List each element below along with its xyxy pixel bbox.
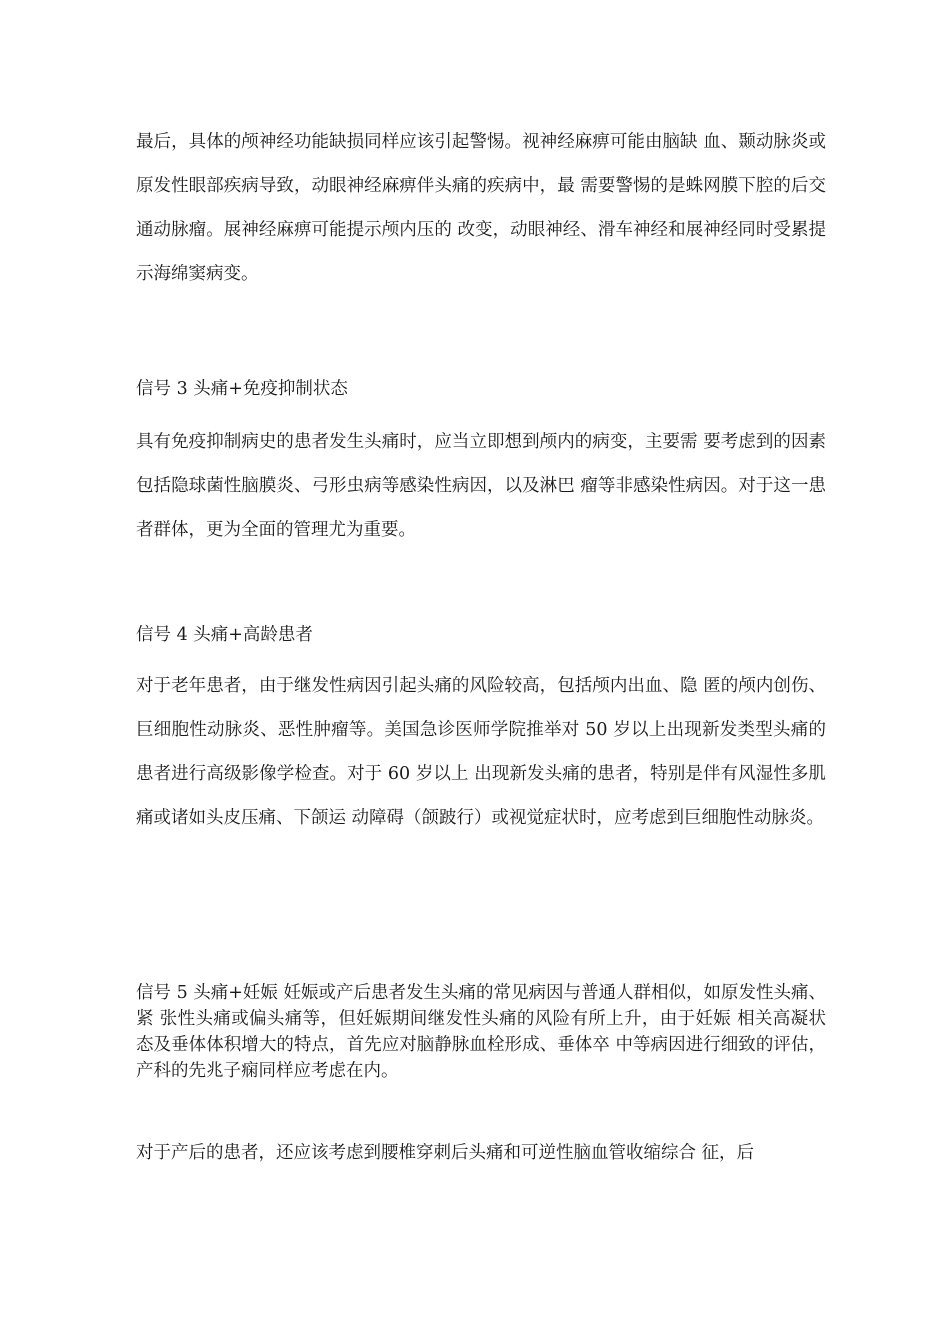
heading-signal-4: 信号 4 头痛+高龄患者 — [136, 625, 313, 645]
paragraph-elderly-patients: 对于老年患者，由于继发性病因引起头痛的风险较高，包括颅内出血、隐 匿的颅内创伤、巨细胞性动脉炎、恶性肿瘤等。美国急诊医师学院推举对 50 岁以上出现新发类型头痛的患者进行高级影像学检查。对于 60 岁以上 出现新发头痛的患者，特别是伴有风湿性多肌痛或诸如头皮压痛、下颌运 动障碍（颌跛行）或视觉症状时，应考虑到巨细胞性动脉炎。 — [136, 676, 826, 828]
paragraph-signal-5-pregnancy: 信号 5 头痛+妊娠 妊娠或产后患者发生头痛的常见病因与普通人群相似，如原发性头痛、紧 张性头痛或偏头痛等，但妊娠期间继发性头痛的风险有所上升，由于妊娠 相关高凝状态及垂体体积增大的特点，首先应对脑静脉血栓形成、垂体卒 中等病因进行细致的评估，产科的先兆子痫同样应考虑在内。 — [136, 983, 826, 1081]
heading-signal-3: 信号 3 头痛+免疫抑制状态 — [136, 379, 348, 399]
paragraph-postpartum: 对于产后的患者，还应该考虑到腰椎穿刺后头痛和可逆性脑血管收缩综合 征，后 — [136, 1143, 755, 1163]
paragraph-cranial-nerve-deficit: 最后，具体的颅神经功能缺损同样应该引起警惕。视神经麻痹可能由脑缺 血、颞动脉炎或原发性眼部疾病导致，动眼神经麻痹伴头痛的疾病中，最 需要警惕的是蛛网膜下腔的后交通动脉瘤。展神经麻痹可能提示颅内压的 改变，动眼神经、滑车神经和展神经同时受累提示海绵窦病变。 — [136, 132, 826, 284]
paragraph-immunosuppression: 具有免疫抑制病史的患者发生头痛时，应当立即想到颅内的病变，主要需 要考虑到的因素包括隐球菌性脑膜炎、弓形虫病等感染性病因，以及淋巴 瘤等非感染性病因。对于这一患者群体，更为全面的管理尤为重要。 — [136, 432, 826, 540]
